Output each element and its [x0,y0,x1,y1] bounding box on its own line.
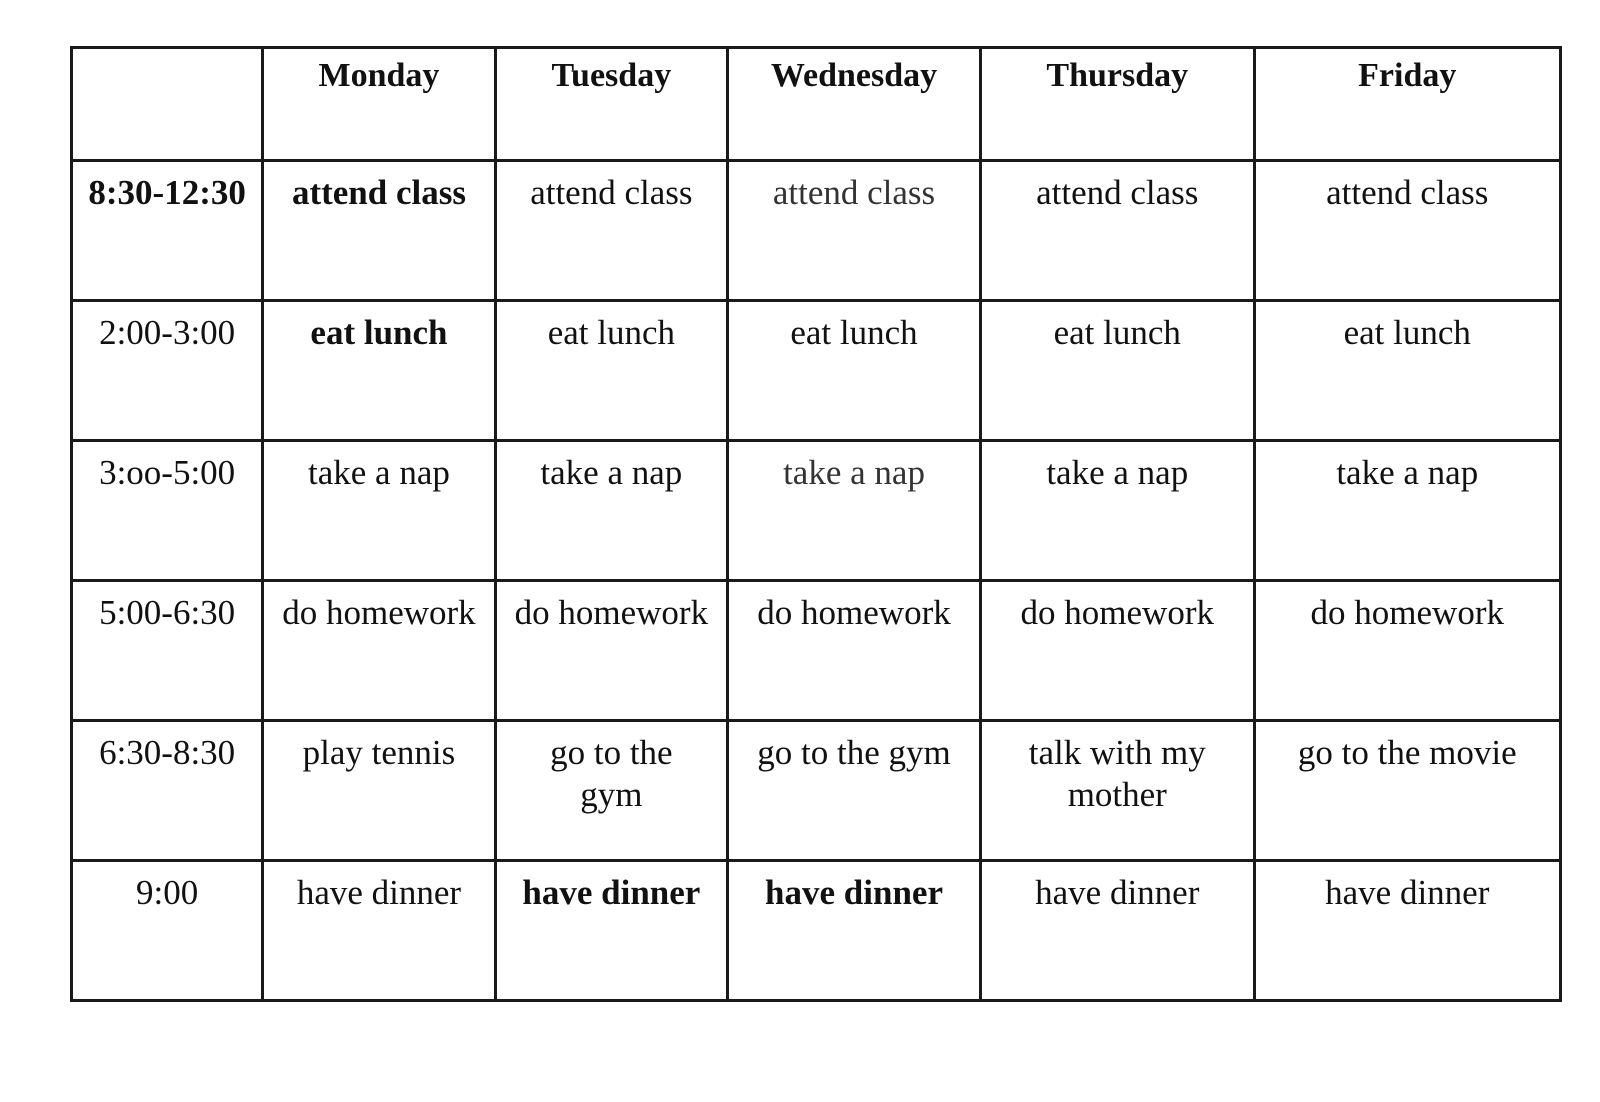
schedule-row [72,161,1561,301]
activity-cell: talk with my mother [981,721,1255,861]
time-slot-cell: 5:00-6:30 [72,581,263,721]
activity-cell: take a nap [263,441,495,581]
activity-cell: attend class [981,161,1255,301]
header-row [72,48,1561,161]
activity-cell: do homework [728,581,981,721]
activity-cell: do homework [263,581,495,721]
activity-cell: eat lunch [728,301,981,441]
activity-cell: have dinner [495,861,727,1001]
activity-cell: go to the gym [495,721,727,861]
activity-cell: attend class [495,161,727,301]
activity-cell: do homework [495,581,727,721]
activity-cell: eat lunch [495,301,727,441]
day-header-thursday: Thursday [981,48,1255,161]
schedule-row [72,861,1561,1001]
activity-cell: have dinner [728,861,981,1001]
activity-cell: eat lunch [263,301,495,441]
time-slot-cell: 8:30-12:30 [72,161,263,301]
schedule-row [72,721,1561,861]
corner-cell [72,48,263,161]
activity-cell: eat lunch [1254,301,1560,441]
activity-cell: attend class [263,161,495,301]
day-header-tuesday: Tuesday [495,48,727,161]
activity-cell: take a nap [981,441,1255,581]
activity-cell: do homework [1254,581,1560,721]
schedule-row [72,581,1561,721]
activity-cell: attend class [1254,161,1560,301]
time-slot-cell: 3:oo-5:00 [72,441,263,581]
activity-cell: have dinner [263,861,495,1001]
time-slot-cell: 9:00 [72,861,263,1001]
activity-cell: attend class [728,161,981,301]
activity-cell: have dinner [1254,861,1560,1001]
activity-cell: have dinner [981,861,1255,1001]
time-slot-cell: 6:30-8:30 [72,721,263,861]
day-header-friday: Friday [1254,48,1560,161]
activity-cell: take a nap [728,441,981,581]
schedule-row [72,301,1561,441]
activity-cell: play tennis [263,721,495,861]
day-header-monday: Monday [263,48,495,161]
activity-cell: do homework [981,581,1255,721]
day-header-wednesday: Wednesday [728,48,981,161]
time-slot-cell: 2:00-3:00 [72,301,263,441]
activity-cell: take a nap [1254,441,1560,581]
activity-cell: go to the movie [1254,721,1560,861]
weekly-schedule-table [70,46,1562,1002]
activity-cell: take a nap [495,441,727,581]
schedule-row [72,441,1561,581]
activity-cell: go to the gym [728,721,981,861]
activity-cell: eat lunch [981,301,1255,441]
